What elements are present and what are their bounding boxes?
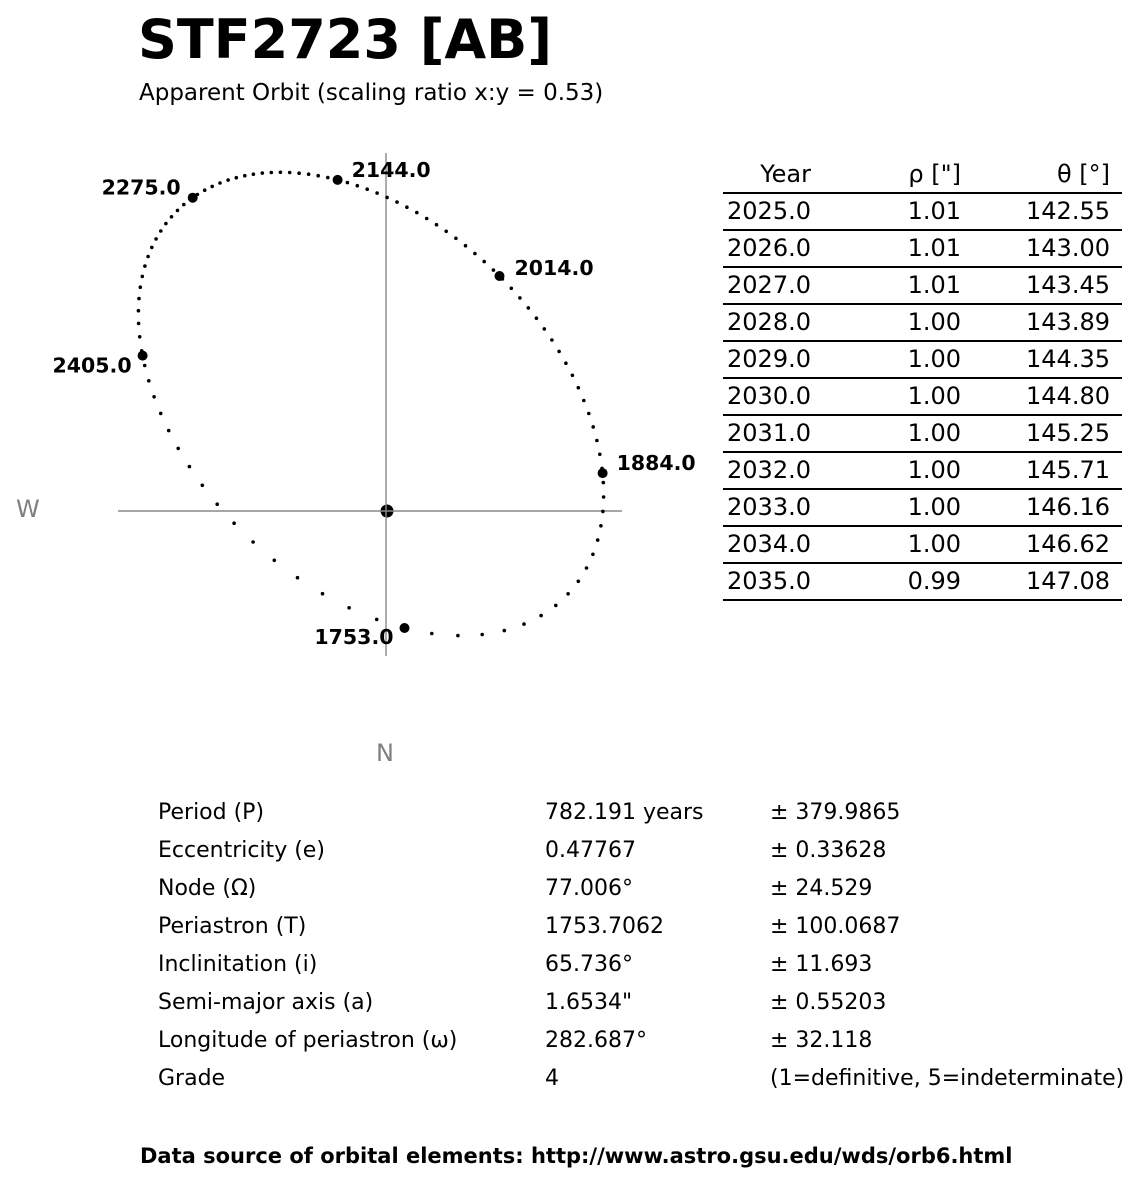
orbit-dot bbox=[585, 566, 589, 570]
ephemeris-cell: 2034.0 bbox=[723, 526, 811, 563]
ephemeris-row bbox=[723, 230, 1122, 267]
orbit-dot bbox=[270, 171, 274, 175]
orbit-dot bbox=[444, 230, 448, 234]
orbit-dot bbox=[599, 524, 603, 528]
orbit-dot bbox=[591, 425, 595, 429]
orbit-dot bbox=[188, 465, 192, 469]
orbit-dot bbox=[464, 244, 468, 248]
orbit-dot bbox=[480, 633, 484, 637]
epoch-label: 2014.0 bbox=[514, 256, 594, 280]
orbit-dot bbox=[577, 386, 581, 390]
orbit-dot bbox=[203, 188, 207, 192]
orbit-dot bbox=[405, 205, 409, 209]
orbital-element-label: Semi-major axis (a) bbox=[158, 989, 374, 1015]
orbit-dot bbox=[139, 285, 143, 289]
orbit-dot bbox=[482, 260, 486, 264]
orbital-element-value: 77.006° bbox=[545, 875, 633, 901]
orbit-dot bbox=[170, 215, 174, 219]
ephemeris-cell: 1.00 bbox=[811, 489, 961, 526]
ephemeris-cell: 2029.0 bbox=[723, 341, 811, 378]
ephemeris-cell: 147.08 bbox=[961, 563, 1122, 600]
orbital-element-label: Grade bbox=[158, 1065, 226, 1091]
epoch-label: 2405.0 bbox=[52, 353, 132, 378]
ephemeris-row bbox=[723, 452, 1122, 489]
orbit-dot bbox=[454, 237, 458, 241]
orbital-element-error: ± 100.0687 bbox=[770, 913, 901, 939]
orbit-dot bbox=[218, 181, 222, 185]
west-label: W bbox=[16, 495, 40, 523]
orbit-dot bbox=[176, 209, 180, 213]
orbital-element-row bbox=[158, 1021, 1124, 1059]
orbit-dot bbox=[154, 237, 158, 241]
ephemeris-col-header-1: ρ ["] bbox=[811, 157, 961, 193]
epoch-label: 2275.0 bbox=[101, 175, 181, 200]
orbit-dot bbox=[141, 275, 145, 279]
ephemeris-cell: 2035.0 bbox=[723, 563, 811, 600]
orbit-dot bbox=[564, 361, 568, 365]
orbit-dot bbox=[539, 614, 543, 618]
orbit-dot bbox=[595, 439, 599, 443]
orbital-element-error: ± 24.529 bbox=[770, 875, 873, 901]
orbit-dot bbox=[182, 203, 186, 207]
orbital-element-label: Node (Ω) bbox=[158, 875, 257, 901]
epoch-label: 2144.0 bbox=[351, 157, 431, 182]
orbit-dot bbox=[598, 453, 602, 457]
orbital-element-value: 782.191 years bbox=[545, 799, 704, 825]
orbit-dot bbox=[279, 171, 283, 175]
ephemeris-cell: 146.62 bbox=[961, 526, 1122, 563]
orbit-dot bbox=[297, 171, 301, 175]
orbit-dot bbox=[456, 634, 460, 638]
orbital-element-row bbox=[158, 945, 1124, 983]
orbit-dots bbox=[137, 171, 606, 638]
orbital-element-label: Longitude of periastron (ω) bbox=[158, 1027, 458, 1053]
orbit-dot bbox=[596, 538, 600, 542]
orbit-dot bbox=[159, 229, 163, 233]
ephemeris-cell: 2030.0 bbox=[723, 378, 811, 415]
orbit-dot bbox=[571, 374, 575, 378]
orbit-dot bbox=[375, 191, 379, 195]
orbit-dot bbox=[316, 174, 320, 178]
epoch-label: 1753.0 bbox=[314, 625, 394, 649]
orbit-dot bbox=[430, 632, 434, 636]
orbit-dot bbox=[395, 200, 399, 204]
orbit-dot bbox=[176, 447, 180, 451]
orbit-dot bbox=[356, 184, 360, 188]
ephemeris-row bbox=[723, 304, 1122, 341]
ephemeris-cell: 1.01 bbox=[811, 193, 961, 230]
orbit-dot bbox=[138, 335, 142, 339]
orbital-element-row bbox=[158, 907, 1124, 945]
epoch-dot bbox=[333, 175, 343, 185]
ephemeris-cell: 145.71 bbox=[961, 452, 1122, 489]
epoch-label: 1884.0 bbox=[616, 451, 696, 476]
orbit-dot bbox=[375, 618, 379, 622]
ephemeris-cell: 2033.0 bbox=[723, 489, 811, 526]
ephemeris-cell: 143.00 bbox=[961, 230, 1122, 267]
orbit-dot bbox=[288, 171, 292, 175]
ephemeris-cell: 0.99 bbox=[811, 563, 961, 600]
orbit-dot bbox=[210, 185, 214, 189]
orbit-dot bbox=[137, 322, 141, 326]
ephemeris-cell: 2025.0 bbox=[723, 193, 811, 230]
orbit-dot bbox=[582, 399, 586, 403]
orbit-dot bbox=[591, 553, 595, 557]
orbit-dot bbox=[251, 540, 255, 544]
orbit-dot bbox=[510, 287, 514, 291]
orbit-dot bbox=[150, 246, 154, 250]
ephemeris-cell: 2028.0 bbox=[723, 304, 811, 341]
epoch-dot bbox=[138, 351, 148, 361]
orbital-element-label: Eccentricity (e) bbox=[158, 837, 325, 863]
orbit-dot bbox=[307, 172, 311, 176]
orbit-dot bbox=[365, 187, 369, 191]
ephemeris-cell: 1.01 bbox=[811, 267, 961, 304]
ephemeris-cell: 1.00 bbox=[811, 452, 961, 489]
orbital-element-error: ± 0.33628 bbox=[770, 837, 887, 863]
ephemeris-row bbox=[723, 193, 1122, 230]
orbit-dot bbox=[201, 484, 205, 488]
ephemeris-cell: 2032.0 bbox=[723, 452, 811, 489]
ephemeris-cell: 2031.0 bbox=[723, 415, 811, 452]
ephemeris-row bbox=[723, 267, 1122, 304]
orbital-element-error: ± 379.9865 bbox=[770, 799, 901, 825]
orbit-dot bbox=[557, 350, 561, 354]
orbital-element-value: 1.6534" bbox=[545, 989, 633, 1015]
orbit-dot bbox=[601, 510, 605, 514]
orbit-dot bbox=[577, 580, 581, 584]
ephemeris-cell: 1.00 bbox=[811, 415, 961, 452]
epoch-markers bbox=[52, 158, 695, 649]
orbital-element-error: ± 0.55203 bbox=[770, 989, 887, 1015]
orbit-dot bbox=[435, 223, 439, 227]
orbit-dot bbox=[566, 592, 570, 596]
orbit-dot bbox=[587, 412, 591, 416]
orbital-element-label: Periastron (T) bbox=[158, 913, 307, 939]
orbit-dot bbox=[243, 174, 247, 178]
ephemeris-cell: 1.00 bbox=[811, 378, 961, 415]
epoch-dot bbox=[188, 193, 198, 203]
orbit-dot bbox=[167, 429, 171, 433]
orbit-dot bbox=[232, 521, 236, 525]
orbit-dot bbox=[261, 171, 265, 175]
ephemeris-cell: 1.00 bbox=[811, 341, 961, 378]
orbit-dot bbox=[146, 255, 150, 259]
orbital-element-row bbox=[158, 793, 1124, 831]
ephemeris-row bbox=[723, 489, 1122, 526]
ephemeris-cell: 145.25 bbox=[961, 415, 1122, 452]
ephemeris-row bbox=[723, 563, 1122, 600]
orbital-element-row bbox=[158, 831, 1124, 869]
orbit-dot bbox=[273, 559, 277, 563]
orbit-dot bbox=[137, 297, 141, 301]
ephemeris-row bbox=[723, 341, 1122, 378]
orbit-dot bbox=[159, 412, 163, 416]
ephemeris-cell: 2027.0 bbox=[723, 267, 811, 304]
orbit-dot bbox=[226, 178, 230, 182]
orbit-dot bbox=[503, 629, 507, 633]
orbital-element-value: 0.47767 bbox=[545, 837, 636, 863]
page-title: STF2723 [AB] bbox=[138, 8, 553, 71]
orbit-dot bbox=[518, 296, 522, 300]
orbit-dot bbox=[522, 622, 526, 626]
orbit-dot bbox=[346, 181, 350, 185]
orbit-dot bbox=[215, 502, 219, 506]
orbital-element-error: ± 11.693 bbox=[770, 951, 873, 977]
ephemeris-cell: 1.01 bbox=[811, 230, 961, 267]
orbit-dot bbox=[550, 338, 554, 342]
orbital-element-value: 4 bbox=[545, 1065, 559, 1091]
ephemeris-col-header-0: Year bbox=[723, 157, 811, 193]
orbital-element-row bbox=[158, 983, 1124, 1021]
page-subtitle: Apparent Orbit (scaling ratio x:y = 0.53) bbox=[139, 80, 604, 106]
orbit-dot bbox=[554, 604, 558, 608]
orbit-dot bbox=[425, 217, 429, 221]
ephemeris-cell: 144.35 bbox=[961, 341, 1122, 378]
ephemeris-row bbox=[723, 378, 1122, 415]
orbit-dot bbox=[235, 176, 239, 180]
ephemeris-row bbox=[723, 526, 1122, 563]
orbit-plot bbox=[0, 130, 700, 810]
orbital-element-row bbox=[158, 869, 1124, 907]
orbit-dot bbox=[164, 222, 168, 226]
epoch-dot bbox=[400, 623, 410, 633]
orbit-dot bbox=[347, 606, 351, 610]
orbit-dot bbox=[385, 196, 389, 200]
orbit-dot bbox=[152, 395, 156, 399]
orbit-dot bbox=[602, 495, 606, 499]
orbit-dot bbox=[527, 306, 531, 310]
ephemeris-header-row bbox=[723, 157, 1122, 193]
orbit-dot bbox=[492, 268, 496, 272]
orbit-dot bbox=[321, 592, 325, 596]
orbit-dot bbox=[602, 481, 606, 485]
orbit-dot bbox=[147, 379, 151, 383]
orbit-dot bbox=[137, 309, 141, 313]
orbital-element-row bbox=[158, 1059, 1124, 1097]
ephemeris-cell: 144.80 bbox=[961, 378, 1122, 415]
orbital-element-label: Inclinitation (i) bbox=[158, 951, 318, 977]
orbit-dot bbox=[252, 172, 256, 176]
orbit-dot bbox=[543, 327, 547, 331]
epoch-dot bbox=[495, 271, 505, 281]
ephemeris-cell: 1.00 bbox=[811, 304, 961, 341]
orbit-dot bbox=[415, 211, 419, 215]
orbit-dot bbox=[143, 364, 147, 368]
north-label: N bbox=[376, 739, 394, 767]
orbit-dot bbox=[296, 576, 300, 580]
ephemeris-cell: 146.16 bbox=[961, 489, 1122, 526]
orbital-element-value: 282.687° bbox=[545, 1027, 647, 1053]
ephemeris-row bbox=[723, 415, 1122, 452]
ephemeris-cell: 142.55 bbox=[961, 193, 1122, 230]
orbital-element-error: ± 32.118 bbox=[770, 1027, 873, 1053]
ephemeris-cell: 143.89 bbox=[961, 304, 1122, 341]
orbit-dot bbox=[535, 316, 539, 320]
epoch-dot bbox=[598, 468, 608, 478]
orbital-element-error: (1=definitive, 5=indeterminate) bbox=[770, 1065, 1125, 1091]
ephemeris-cell: 1.00 bbox=[811, 526, 961, 563]
orbital-element-value: 65.736° bbox=[545, 951, 633, 977]
orbit-dot bbox=[143, 264, 147, 268]
data-source-footer: Data source of orbital elements: http://www.astro.gsu.edu/wds/orb6.html bbox=[140, 1144, 1013, 1168]
ephemeris-cell: 2026.0 bbox=[723, 230, 811, 267]
orbit-dot bbox=[473, 252, 477, 256]
orbital-element-value: 1753.7062 bbox=[545, 913, 664, 939]
ephemeris-table bbox=[723, 157, 1122, 601]
orbital-element-label: Period (P) bbox=[158, 799, 265, 825]
ephemeris-cell: 143.45 bbox=[961, 267, 1122, 304]
orbital-elements-list bbox=[158, 793, 1124, 1097]
orbit-dot bbox=[326, 176, 330, 180]
ephemeris-col-header-2: θ [°] bbox=[961, 157, 1122, 193]
